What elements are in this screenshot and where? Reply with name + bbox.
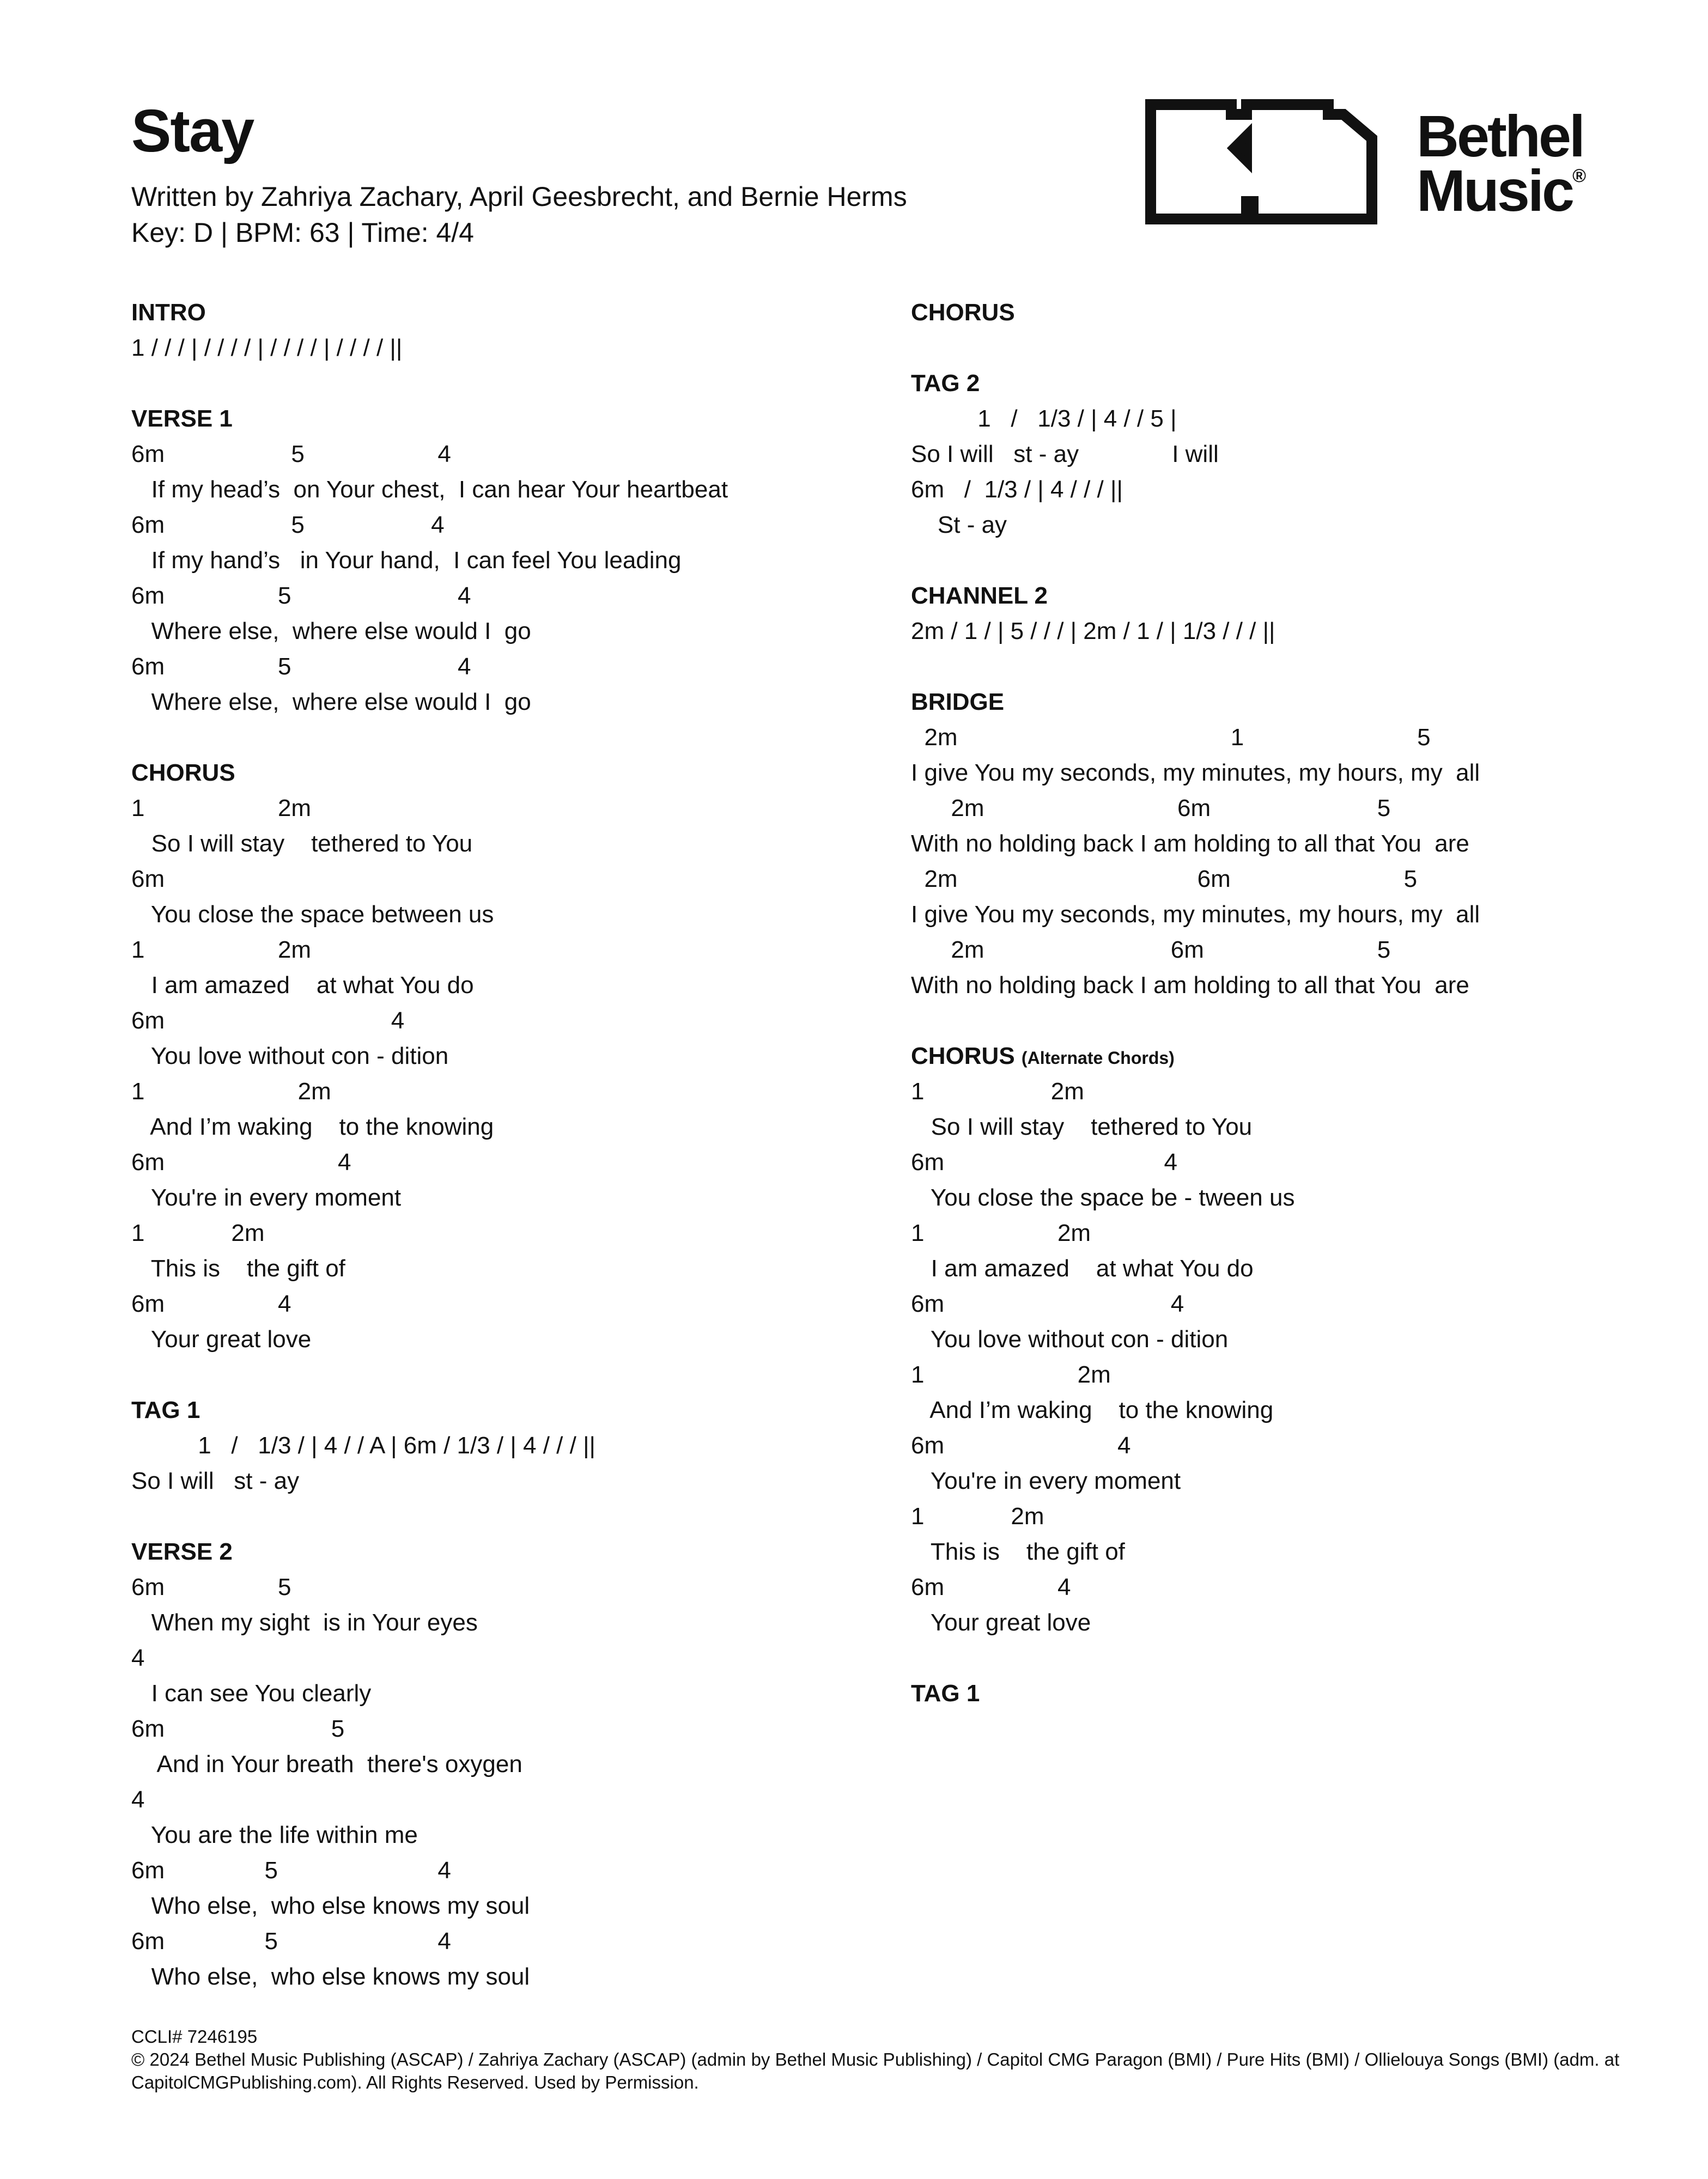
- line-text: 1 2m: [911, 1503, 1044, 1530]
- lyric-line: [131, 684, 894, 720]
- chord-line: [131, 932, 894, 967]
- section-header: [911, 366, 1619, 401]
- line-text: 2m 6m 5: [911, 795, 1391, 821]
- bethel-logo-mark-icon: [1144, 98, 1384, 229]
- lyric-line: [131, 897, 894, 932]
- chord-line: [131, 1074, 894, 1109]
- chord-line: [131, 861, 894, 897]
- line-text: 6m 4: [131, 1291, 291, 1317]
- line-text: 6m 4: [911, 1432, 1131, 1459]
- lyric-line: [131, 613, 894, 649]
- bethel-music-logo: [1144, 98, 1602, 229]
- lyric-line: [911, 1392, 1619, 1428]
- line-text: 1 2m: [131, 795, 312, 821]
- lyric-line: [131, 1959, 894, 1994]
- spacer: [131, 366, 894, 401]
- chord-line: [131, 1853, 894, 1888]
- section-header: [131, 295, 894, 330]
- line-text: CHORUS: [911, 299, 1015, 326]
- line-text: I give You my seconds, my minutes, my hours, my all: [911, 759, 1480, 786]
- lyric-line: [911, 967, 1619, 1003]
- chord-line: [131, 507, 894, 543]
- line-text: And in Your breath there's oxygen: [131, 1751, 522, 1778]
- lyric-line: [911, 1534, 1619, 1569]
- chord-line: [911, 613, 1619, 649]
- chord-line: [911, 1074, 1619, 1109]
- chord-line: [131, 1428, 894, 1463]
- lyric-line: [911, 1463, 1619, 1499]
- chord-line: [911, 790, 1619, 826]
- spacer: [911, 330, 1619, 366]
- line-text: 4: [131, 1786, 145, 1813]
- lyric-line: [131, 543, 894, 578]
- chord-line: [131, 1569, 894, 1605]
- line-text: 1 / 1/3 / | 4 / / A | 6m / 1/3 / | 4 / / / ||: [131, 1432, 595, 1459]
- line-text: 6m 4: [131, 1149, 351, 1176]
- section-header: [131, 1392, 894, 1428]
- line-text: This is the gift of: [131, 1255, 345, 1282]
- line-text: You love without con - dition: [911, 1326, 1229, 1353]
- chord-line: [911, 1145, 1619, 1180]
- line-text: 6m 4: [131, 1007, 405, 1034]
- line-text: VERSE 1: [131, 405, 233, 432]
- line-text: 6m 5 4: [131, 653, 471, 680]
- song-writers: Written by Zahriya Zachary, April Geesbrecht, and Bernie Herms: [131, 181, 907, 212]
- line-text: 1 2m: [131, 936, 312, 963]
- chord-line: [131, 1003, 894, 1038]
- lyric-line: [911, 1322, 1619, 1357]
- line-text: If my head’s on Your chest, I can hear Your heartbeat: [131, 476, 728, 503]
- logo-line-2: [1417, 157, 1587, 224]
- line-text: 2m 6m 5: [911, 936, 1391, 963]
- line-text: 6m 5 4: [131, 1857, 451, 1884]
- lyric-line: [131, 472, 894, 507]
- line-text: 1 2m: [911, 1361, 1111, 1388]
- chord-line: [131, 1640, 894, 1676]
- lyric-line: [131, 1676, 894, 1711]
- lyric-line: [911, 507, 1619, 543]
- section-header: [911, 1676, 1619, 1711]
- lyric-line: [911, 1109, 1619, 1145]
- line-text: Your great love: [131, 1326, 312, 1353]
- line-text: Who else, who else knows my soul: [131, 1892, 530, 1919]
- line-text: INTRO: [131, 299, 206, 326]
- lyric-line: [911, 755, 1619, 790]
- line-text: You're in every moment: [911, 1468, 1181, 1494]
- right-column: [911, 295, 1619, 1711]
- chord-line: [911, 861, 1619, 897]
- line-text: 1 / 1/3 / | 4 / / 5 |: [911, 405, 1177, 432]
- line-text: With no holding back I am holding to all that You are: [911, 830, 1469, 857]
- lyric-line: [131, 1180, 894, 1215]
- lyric-line: [911, 826, 1619, 861]
- chord-line: [131, 1711, 894, 1746]
- line-text: 6m 4: [911, 1291, 1184, 1317]
- lyric-line: [911, 897, 1619, 932]
- line-text: When my sight is in Your eyes: [131, 1609, 478, 1636]
- section-header: [911, 1038, 1619, 1074]
- ccli-number: CCLI# 7246195: [131, 2026, 258, 2047]
- chord-line: [131, 1924, 894, 1959]
- line-text: 6m: [131, 866, 165, 892]
- line-text: Where else, where else would I go: [131, 618, 531, 644]
- line-text: CHORUS: [131, 759, 235, 786]
- chord-line: [911, 1428, 1619, 1463]
- lyric-line: [911, 436, 1619, 472]
- chord-line: [911, 401, 1619, 436]
- line-text: Your great love: [911, 1609, 1091, 1636]
- line-text: So I will st - ay: [131, 1468, 300, 1494]
- line-text: You are the life within me: [131, 1822, 418, 1848]
- lyric-line: [131, 1322, 894, 1357]
- line-text: 6m 5: [131, 1574, 291, 1600]
- logo-line-2-text: Music: [1417, 157, 1573, 224]
- line-text: 6m 5: [131, 1715, 345, 1742]
- section-header: [131, 401, 894, 436]
- lyric-line: [911, 1251, 1619, 1286]
- line-text: So I will stay tethered to You: [911, 1113, 1253, 1140]
- line-text: This is the gift of: [911, 1538, 1125, 1565]
- logo-line-1: Bethel: [1417, 103, 1584, 169]
- line-text: Who else, who else knows my soul: [131, 1963, 530, 1990]
- line-text: I can see You clearly: [131, 1680, 372, 1707]
- line-text: I am amazed at what You do: [131, 972, 474, 999]
- section-note: (Alternate Chords): [1021, 1048, 1175, 1068]
- line-text: I give You my seconds, my minutes, my hours, my all: [911, 901, 1480, 928]
- line-text: TAG 2: [911, 370, 980, 397]
- chord-line: [911, 720, 1619, 755]
- line-text: 6m 4: [911, 1149, 1178, 1176]
- line-text: 6m 5 4: [131, 582, 471, 609]
- line-text: 1 / / / | / / / / | / / / / | / / / / ||: [131, 334, 403, 361]
- chord-line: [131, 1782, 894, 1817]
- lyric-line: [131, 967, 894, 1003]
- line-text: 6m 5 4: [131, 441, 451, 467]
- chord-line: [131, 330, 894, 366]
- chord-line: [131, 436, 894, 472]
- song-title: Stay: [131, 98, 254, 165]
- line-text: So I will st - ay I will: [911, 441, 1219, 467]
- chord-line: [911, 1357, 1619, 1392]
- lyric-line: [911, 1180, 1619, 1215]
- line-text: St - ay: [911, 512, 1007, 538]
- lyric-line: [131, 1251, 894, 1286]
- line-text: 6m 5 4: [131, 1928, 451, 1955]
- line-text: And I’m waking to the knowing: [911, 1397, 1274, 1423]
- line-text: 2m 6m 5: [911, 866, 1418, 892]
- line-text: You close the space between us: [131, 901, 494, 928]
- lyric-line: [131, 1605, 894, 1640]
- line-text: If my hand’s in Your hand, I can feel You leading: [131, 547, 682, 574]
- line-text: And I’m waking to the knowing: [131, 1113, 494, 1140]
- bethel-logo-text: [1417, 103, 1587, 224]
- line-text: 1 2m: [911, 1220, 1091, 1246]
- line-text: CHANNEL 2: [911, 582, 1048, 609]
- spacer: [911, 543, 1619, 578]
- line-text: 6m 5 4: [131, 512, 445, 538]
- line-text: 1 2m: [131, 1078, 331, 1105]
- lyric-line: [131, 1463, 894, 1499]
- section-header: [911, 578, 1619, 613]
- song-details: Key: D | BPM: 63 | Time: 4/4: [131, 217, 474, 248]
- line-text: CHORUS: [911, 1043, 1015, 1069]
- chord-line: [131, 649, 894, 684]
- line-text: TAG 1: [911, 1680, 980, 1707]
- line-text: 6m / 1/3 / | 4 / / / ||: [911, 476, 1123, 503]
- line-text: So I will stay tethered to You: [131, 830, 473, 857]
- chord-line: [131, 790, 894, 826]
- chord-line: [911, 1569, 1619, 1605]
- line-text: TAG 1: [131, 1397, 200, 1423]
- chord-line: [131, 1215, 894, 1251]
- lyric-line: [131, 1888, 894, 1924]
- copyright-notice: © 2024 Bethel Music Publishing (ASCAP) / Zahriya Zachary (ASCAP) (admin by Bethel Music Publishing) / Capitol CMG Paragon (BMI) / Pure Hits (BMI) / Ollielouya Songs (BMI) (adm. at CapitolCMGPublishing.com). All Rights Reserved. Used by Permission.: [131, 2049, 1620, 2092]
- lyric-line: [131, 826, 894, 861]
- section-header: [911, 295, 1619, 330]
- chord-line: [131, 1145, 894, 1180]
- line-text: 1 2m: [131, 1220, 265, 1246]
- chord-line: [131, 578, 894, 613]
- chord-line: [911, 1215, 1619, 1251]
- spacer: [911, 649, 1619, 684]
- line-text: With no holding back I am holding to all that You are: [911, 972, 1469, 999]
- registered-mark: ®: [1572, 166, 1587, 187]
- line-text: I am amazed at what You do: [911, 1255, 1254, 1282]
- line-text: Where else, where else would I go: [131, 689, 531, 715]
- spacer: [911, 1640, 1619, 1676]
- lyric-line: [131, 1109, 894, 1145]
- line-text: VERSE 2: [131, 1538, 233, 1565]
- lyric-line: [131, 1746, 894, 1782]
- line-text: You're in every moment: [131, 1184, 402, 1211]
- line-text: 2m / 1 / | 5 / / / | 2m / 1 / | 1/3 / / / ||: [911, 618, 1275, 644]
- chord-line: [911, 1499, 1619, 1534]
- section-header: [911, 684, 1619, 720]
- line-text: You love without con - dition: [131, 1043, 449, 1069]
- chord-line: [131, 1286, 894, 1322]
- line-text: 2m 1 5: [911, 724, 1431, 751]
- section-header: [131, 1534, 894, 1569]
- chord-line: [911, 472, 1619, 507]
- spacer: [131, 720, 894, 755]
- line-text: 4: [131, 1645, 145, 1671]
- spacer: [911, 1003, 1619, 1038]
- lyric-line: [131, 1038, 894, 1074]
- chord-line: [911, 932, 1619, 967]
- footer: [131, 2025, 1657, 2094]
- section-header: [131, 755, 894, 790]
- line-text: You close the space be - tween us: [911, 1184, 1295, 1211]
- spacer: [131, 1357, 894, 1392]
- left-column: [131, 295, 894, 1994]
- chord-line: [911, 1286, 1619, 1322]
- lyric-line: [131, 1817, 894, 1853]
- line-text: BRIDGE: [911, 689, 1005, 715]
- lyric-line: [911, 1605, 1619, 1640]
- line-text: 6m 4: [911, 1574, 1071, 1600]
- spacer: [131, 1499, 894, 1534]
- line-text: 1 2m: [911, 1078, 1084, 1105]
